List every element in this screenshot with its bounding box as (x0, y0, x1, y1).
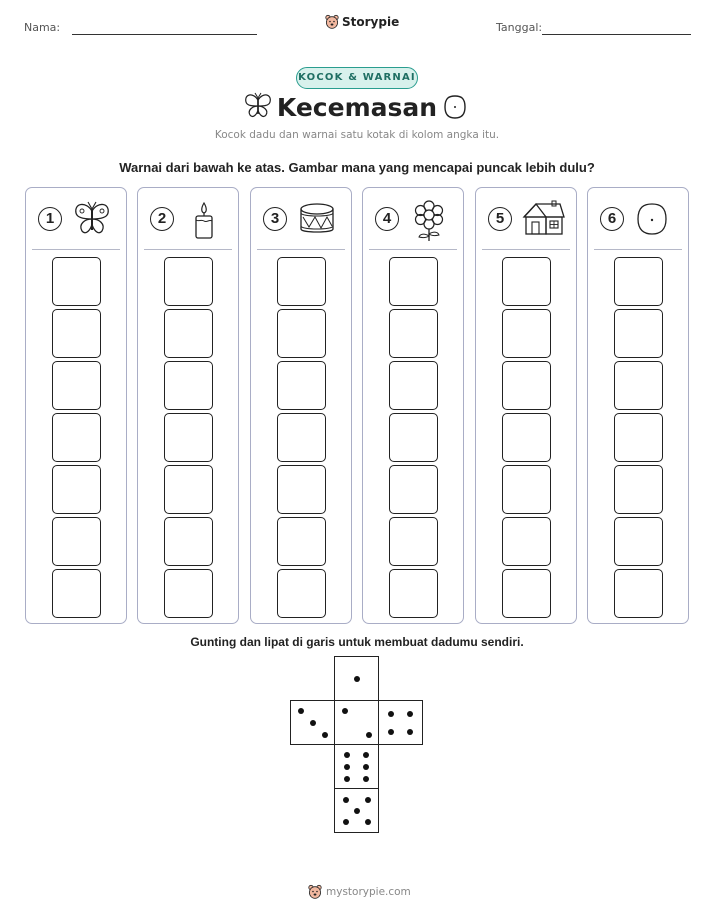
column-header (476, 188, 576, 250)
color-box[interactable] (389, 257, 438, 306)
color-box[interactable] (52, 257, 101, 306)
column-header (363, 188, 463, 250)
column-number: 3 (263, 207, 287, 231)
color-box[interactable] (277, 257, 326, 306)
die-pip (354, 676, 360, 682)
color-box[interactable] (502, 517, 551, 566)
candle-icon (184, 200, 224, 240)
color-box[interactable] (52, 465, 101, 514)
color-box[interactable] (614, 569, 663, 618)
color-box[interactable] (614, 257, 663, 306)
color-box[interactable] (389, 517, 438, 566)
die-pip (343, 797, 349, 803)
flower-icon (409, 200, 449, 242)
color-box[interactable] (164, 309, 213, 358)
column-1 (25, 187, 127, 624)
color-box[interactable] (502, 361, 551, 410)
color-box[interactable] (502, 257, 551, 306)
color-box[interactable] (52, 361, 101, 410)
color-box[interactable] (52, 309, 101, 358)
bear-logo-icon (325, 14, 339, 30)
color-box[interactable] (614, 413, 663, 462)
column-header (26, 188, 126, 250)
column-4 (362, 187, 464, 624)
drum-icon (297, 200, 337, 238)
column-number: 4 (375, 207, 399, 231)
die-pip (344, 776, 350, 782)
die-pip (344, 752, 350, 758)
color-box[interactable] (52, 413, 101, 462)
die-pip (363, 752, 369, 758)
instruction-text: Warnai dari bawah ke atas. Gambar mana yang mencapai puncak lebih dulu? (119, 160, 595, 175)
color-box[interactable] (502, 413, 551, 462)
color-box[interactable] (614, 465, 663, 514)
date-label: Tanggal: (496, 21, 543, 34)
column-5 (475, 187, 577, 624)
die-face-3[interactable] (290, 700, 335, 745)
subtitle: Kocok dadu dan warnai satu kotak di kolom angka itu. (214, 129, 500, 141)
color-box[interactable] (389, 569, 438, 618)
footer (308, 884, 411, 900)
color-box[interactable] (277, 465, 326, 514)
column-header (138, 188, 238, 250)
storypie-logo (325, 14, 399, 30)
name-label: Nama: (24, 21, 61, 34)
column-number: 1 (38, 207, 62, 231)
column-number: 5 (488, 207, 512, 231)
color-box[interactable] (614, 361, 663, 410)
die-pip (298, 708, 304, 714)
house-icon (522, 200, 566, 238)
die-pip (407, 729, 413, 735)
die-pip (388, 711, 394, 717)
die-face-6[interactable] (334, 744, 379, 789)
bear-logo-icon (308, 884, 322, 900)
color-box[interactable] (164, 517, 213, 566)
die-pip (343, 819, 349, 825)
color-box[interactable] (614, 517, 663, 566)
column-2 (137, 187, 239, 624)
color-box[interactable] (389, 413, 438, 462)
column-header (251, 188, 351, 250)
color-box[interactable] (277, 569, 326, 618)
die-pip (344, 764, 350, 770)
name-line[interactable] (72, 34, 257, 35)
color-box[interactable] (389, 309, 438, 358)
logo-text: Storypie (342, 15, 400, 29)
die-face-2[interactable] (334, 700, 379, 745)
color-columns (25, 187, 690, 624)
die-pip (363, 764, 369, 770)
die-pip (342, 708, 348, 714)
activity-badge: KOCOK & WARNAI (296, 67, 418, 89)
color-box[interactable] (164, 569, 213, 618)
color-box[interactable] (277, 517, 326, 566)
color-box[interactable] (277, 361, 326, 410)
die-pip (365, 819, 371, 825)
color-box[interactable] (52, 517, 101, 566)
cut-instruction: Gunting dan lipat di garis untuk membuat dadumu sendiri. (190, 635, 524, 649)
column-number: 2 (150, 207, 174, 231)
date-line[interactable] (542, 34, 691, 35)
die-pip (354, 808, 360, 814)
column-header (588, 188, 688, 250)
die-face-4[interactable] (378, 700, 423, 745)
calm-face-icon (634, 200, 670, 238)
header (0, 14, 714, 42)
color-box[interactable] (164, 465, 213, 514)
color-box[interactable] (164, 257, 213, 306)
footer-url[interactable]: mystorypie.com (326, 886, 411, 898)
color-box[interactable] (614, 309, 663, 358)
color-box[interactable] (502, 309, 551, 358)
die-pip (407, 711, 413, 717)
die-pip (310, 720, 316, 726)
column-number: 6 (600, 207, 624, 231)
column-3 (250, 187, 352, 624)
color-box[interactable] (277, 309, 326, 358)
die-pip (366, 732, 372, 738)
color-box[interactable] (277, 413, 326, 462)
color-box[interactable] (389, 465, 438, 514)
die-face-1[interactable] (334, 656, 379, 701)
die-pip (363, 776, 369, 782)
color-box[interactable] (164, 361, 213, 410)
butterfly-icon (72, 200, 112, 238)
color-box[interactable] (164, 413, 213, 462)
color-box[interactable] (502, 465, 551, 514)
color-box[interactable] (52, 569, 101, 618)
die-pip (365, 797, 371, 803)
die-pip (322, 732, 328, 738)
color-box[interactable] (389, 361, 438, 410)
column-6 (587, 187, 689, 624)
calm-face-icon (441, 93, 469, 121)
die-pip (388, 729, 394, 735)
color-box[interactable] (502, 569, 551, 618)
page-title: Kecemasan (276, 93, 438, 122)
die-face-5[interactable] (334, 788, 379, 833)
